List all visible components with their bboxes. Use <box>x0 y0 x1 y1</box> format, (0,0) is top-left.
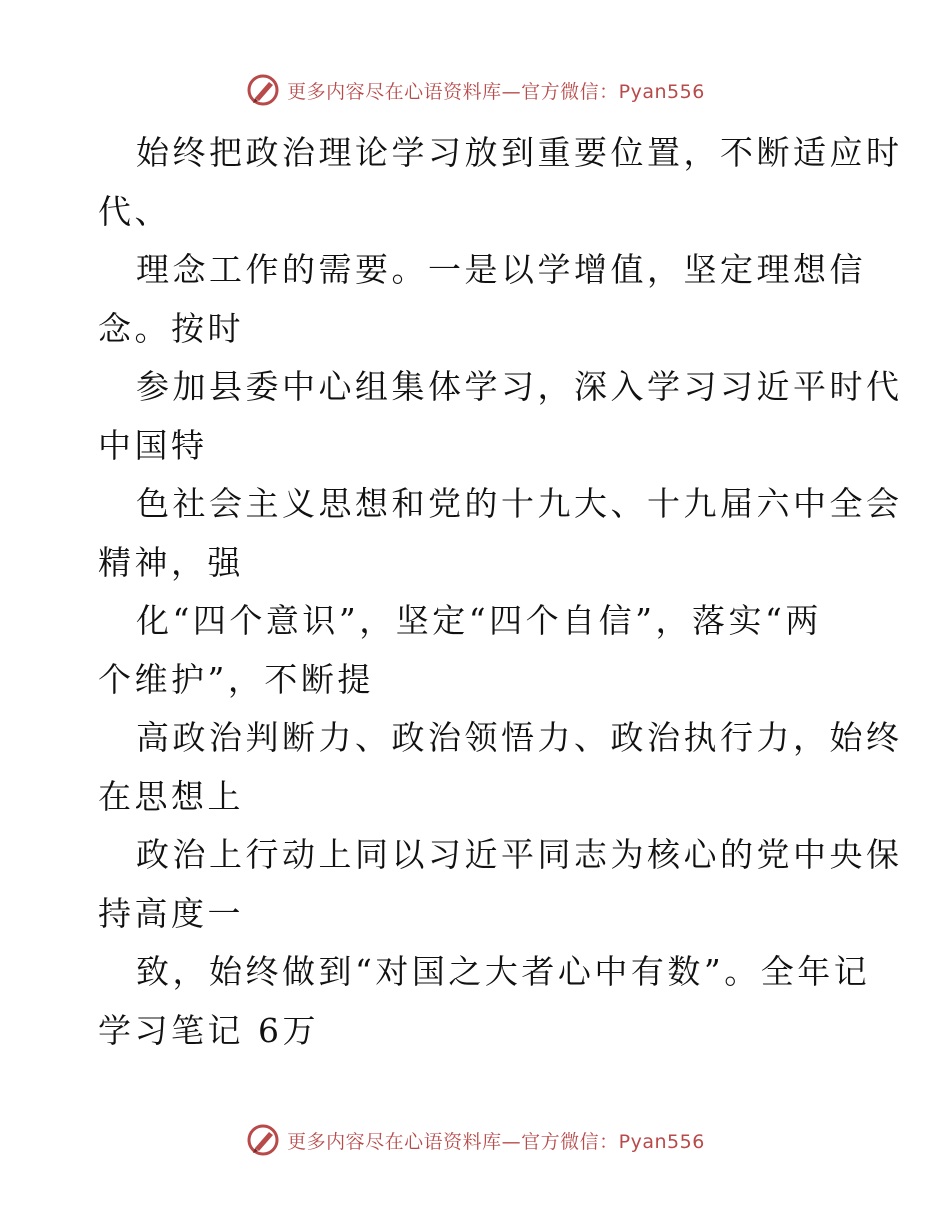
header-banner-text: 更多内容尽在心语资料库—官方微信：Pyan556 <box>287 80 705 103</box>
text-line: 念。按时 <box>98 308 244 348</box>
text-line: 高政治判断力、政治领悟力、政治执行力，始终 <box>136 718 903 757</box>
footer-banner-text: 更多内容尽在心语资料库—官方微信：Pyan556 <box>287 1130 705 1153</box>
pen-logo-icon <box>245 1122 281 1158</box>
footer-watermark <box>0 1122 950 1158</box>
text-line: 代、 <box>98 191 171 231</box>
document-body <box>98 124 903 1060</box>
text-line: 致，始终做到“对国之大者心中有数”。全年记 <box>136 952 871 991</box>
text-line: 学习笔记 6万 <box>98 1010 319 1050</box>
text-line: 色社会主义思想和党的十九大、十九届六中全会 <box>136 484 903 523</box>
text-line: 持高度一 <box>98 893 244 933</box>
text-line: 理念工作的需要。一是以学增值，坚定理想信 <box>136 250 866 289</box>
text-line: 政治上行动上同以习近平同志为核心的党中央保 <box>136 835 903 874</box>
text-line: 精神，强 <box>98 542 244 582</box>
text-line: 始终把政治理论学习放到重要位置，不断适应时 <box>136 133 903 172</box>
text-line: 个维护”，不断提 <box>98 659 374 699</box>
text-line: 化“四个意识”，坚定“四个自信”，落实“两 <box>136 601 822 640</box>
text-line: 在思想上 <box>98 776 244 816</box>
pen-logo-icon <box>245 72 281 108</box>
text-line: 中国特 <box>98 425 208 465</box>
header-watermark <box>0 72 950 108</box>
text-line: 参加县委中心组集体学习，深入学习习近平时代 <box>136 367 903 406</box>
